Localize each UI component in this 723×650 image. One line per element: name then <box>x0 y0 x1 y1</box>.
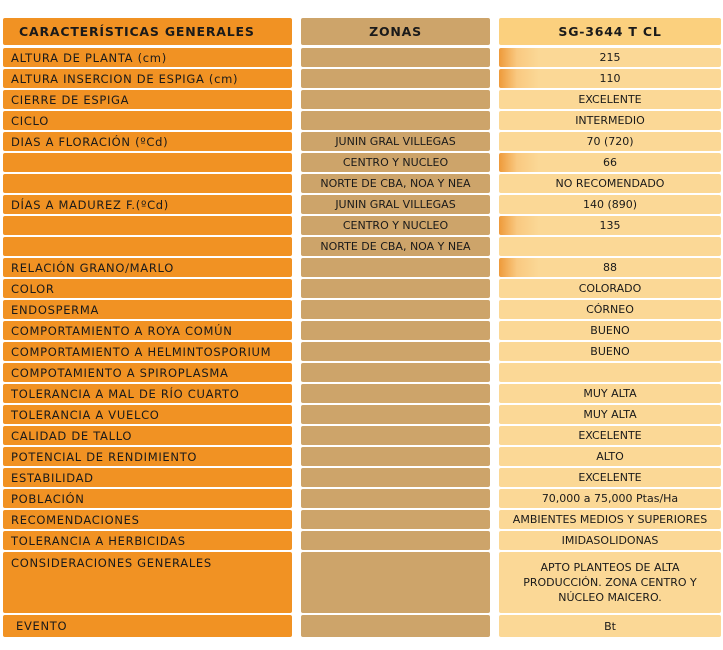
row-zone: NORTE DE CBA, NOA Y NEA <box>301 237 490 256</box>
row-label <box>3 237 292 256</box>
table-row <box>3 258 721 277</box>
table-row <box>3 111 721 130</box>
row-value: CÓRNEO <box>499 300 721 319</box>
row-label: CONSIDERACIONES GENERALES <box>3 552 292 613</box>
header-zones: ZONAS <box>301 18 490 45</box>
row-zone <box>301 468 490 487</box>
row-value: Bt <box>499 615 721 637</box>
row-value: ALTO <box>499 447 721 466</box>
row-zone <box>301 510 490 529</box>
row-label: ESTABILIDAD <box>3 468 292 487</box>
row-zone <box>301 279 490 298</box>
table-row <box>3 342 721 361</box>
table-row <box>3 132 721 151</box>
header-product: SG-3644 T CL <box>499 18 721 45</box>
row-zone <box>301 90 490 109</box>
row-label: POBLACIÓN <box>3 489 292 508</box>
row-zone <box>301 48 490 67</box>
row-zone <box>301 300 490 319</box>
row-value <box>499 363 721 382</box>
row-zone: NORTE DE CBA, NOA Y NEA <box>301 174 490 193</box>
row-zone <box>301 615 490 637</box>
table-row <box>3 405 721 424</box>
row-label: COLOR <box>3 279 292 298</box>
table-row <box>3 510 721 529</box>
row-zone <box>301 426 490 445</box>
row-zone: JUNIN GRAL VILLEGAS <box>301 195 490 214</box>
row-zone <box>301 342 490 361</box>
row-value: 140 (890) <box>499 195 721 214</box>
row-value: BUENO <box>499 321 721 340</box>
row-value: MUY ALTA <box>499 384 721 403</box>
table-row <box>3 153 721 172</box>
row-label <box>3 174 292 193</box>
table-row <box>3 237 721 256</box>
table-row <box>3 615 721 637</box>
table-row <box>3 321 721 340</box>
row-zone <box>301 405 490 424</box>
row-zone <box>301 363 490 382</box>
row-value: APTO PLANTEOS DE ALTA PRODUCCIÓN. ZONA CENTRO Y NÚCLEO MAICERO. <box>499 552 721 613</box>
row-label: POTENCIAL DE RENDIMIENTO <box>3 447 292 466</box>
row-label <box>3 153 292 172</box>
row-value <box>499 237 721 256</box>
row-zone <box>301 321 490 340</box>
row-value: 88 <box>499 258 721 277</box>
row-zone <box>301 489 490 508</box>
row-label: CICLO <box>3 111 292 130</box>
row-zone <box>301 531 490 550</box>
row-label: TOLERANCIA A MAL DE RÍO CUARTO <box>3 384 292 403</box>
row-zone <box>301 384 490 403</box>
row-zone <box>301 447 490 466</box>
row-zone <box>301 258 490 277</box>
table-row <box>3 363 721 382</box>
row-label: TOLERANCIA A HERBICIDAS <box>3 531 292 550</box>
row-label: RECOMENDACIONES <box>3 510 292 529</box>
table-row <box>3 279 721 298</box>
row-label: DÍAS A MADUREZ F.(ºCd) <box>3 195 292 214</box>
row-label: EVENTO <box>3 615 292 637</box>
table-row <box>3 48 721 67</box>
table-row <box>3 90 721 109</box>
table-row <box>3 69 721 88</box>
table-row <box>3 174 721 193</box>
row-label <box>3 216 292 235</box>
row-value: 66 <box>499 153 721 172</box>
table-row <box>3 552 721 613</box>
row-label: ALTURA DE PLANTA (cm) <box>3 48 292 67</box>
row-value: MUY ALTA <box>499 405 721 424</box>
row-label: RELACIÓN GRANO/MARLO <box>3 258 292 277</box>
row-label: COMPORTAMIENTO A ROYA COMÚN <box>3 321 292 340</box>
table-row <box>3 531 721 550</box>
table-header-row <box>3 18 721 45</box>
row-zone <box>301 111 490 130</box>
row-zone: CENTRO Y NUCLEO <box>301 216 490 235</box>
row-zone <box>301 69 490 88</box>
table-row <box>3 300 721 319</box>
row-value: 215 <box>499 48 721 67</box>
row-label: CIERRE DE ESPIGA <box>3 90 292 109</box>
row-label: DIAS A FLORACIÓN (ºCd) <box>3 132 292 151</box>
row-value: 135 <box>499 216 721 235</box>
row-value: 70,000 a 75,000 Ptas/Ha <box>499 489 721 508</box>
header-characteristics: CARACTERÍSTICAS GENERALES <box>3 18 292 45</box>
row-value: INTERMEDIO <box>499 111 721 130</box>
table-row <box>3 447 721 466</box>
row-label: COMPOTAMIENTO A SPIROPLASMA <box>3 363 292 382</box>
table-row <box>3 195 721 214</box>
row-label: CALIDAD DE TALLO <box>3 426 292 445</box>
row-zone: CENTRO Y NUCLEO <box>301 153 490 172</box>
row-zone <box>301 552 490 613</box>
row-value: 70 (720) <box>499 132 721 151</box>
row-zone: JUNIN GRAL VILLEGAS <box>301 132 490 151</box>
characteristics-table <box>3 18 721 639</box>
row-value: EXCELENTE <box>499 426 721 445</box>
row-value: EXCELENTE <box>499 90 721 109</box>
row-value: BUENO <box>499 342 721 361</box>
row-label: COMPORTAMIENTO A HELMINTOSPORIUM <box>3 342 292 361</box>
row-label: TOLERANCIA A VUELCO <box>3 405 292 424</box>
row-value: NO RECOMENDADO <box>499 174 721 193</box>
table-row <box>3 384 721 403</box>
row-value: AMBIENTES MEDIOS Y SUPERIORES <box>499 510 721 529</box>
table-row <box>3 426 721 445</box>
row-value: COLORADO <box>499 279 721 298</box>
row-value: EXCELENTE <box>499 468 721 487</box>
row-label: ENDOSPERMA <box>3 300 292 319</box>
row-label: ALTURA INSERCION DE ESPIGA (cm) <box>3 69 292 88</box>
row-value: IMIDASOLIDONAS <box>499 531 721 550</box>
table-row <box>3 216 721 235</box>
table-row <box>3 489 721 508</box>
table-row <box>3 468 721 487</box>
row-value: 110 <box>499 69 721 88</box>
